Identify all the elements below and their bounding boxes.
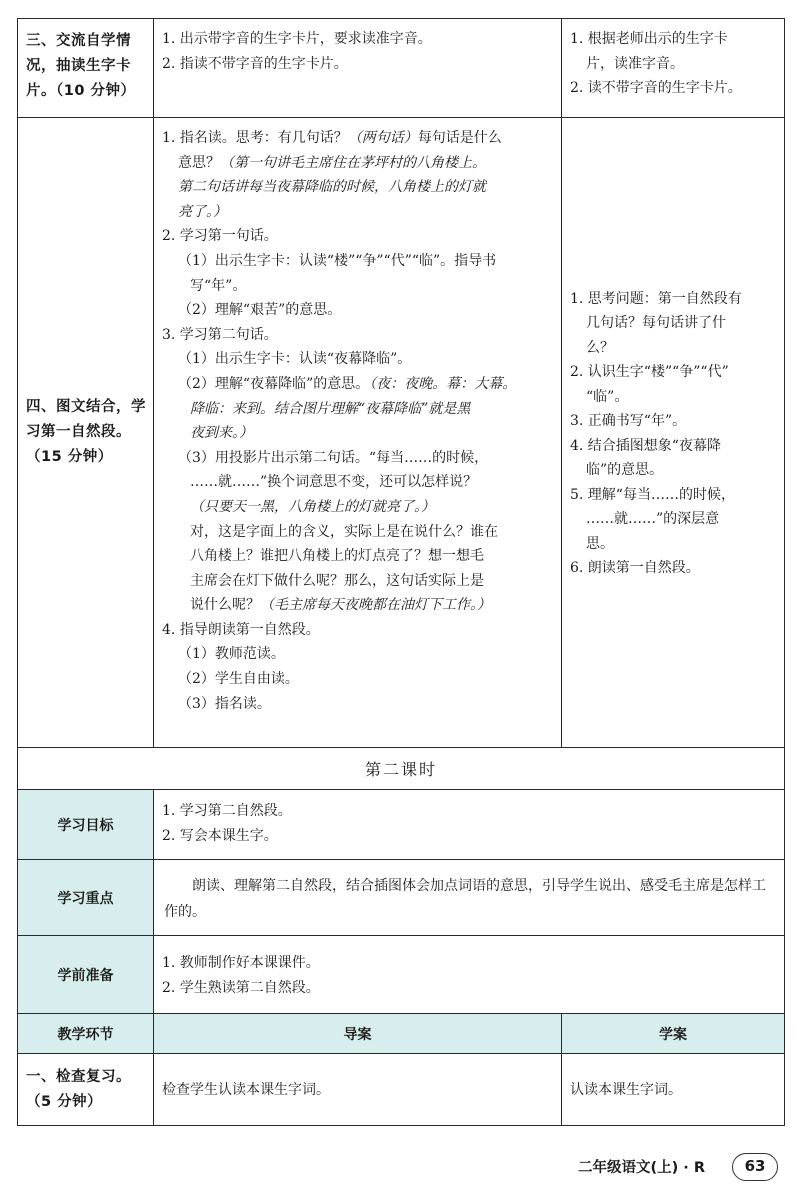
section-title: 第二课时 bbox=[18, 748, 785, 790]
stage-title-4: 四、图文结合，学 习第一自然段。 （15 分钟） bbox=[18, 118, 154, 748]
guide-cell-4: 1. 指名读。思考：有几句话？（两句话）每句话是什么 意思？（第一句讲毛主席住在茅坪村的八角楼上。 第二句话讲每当夜幕降临的时候，八角楼上的灯就 亮了。） 2. 学习第一句话。 （1）出示生字卡：认读“楼”“争”“代”“临”。指导书 写“年”。 （2）理解“艰苦”的意思。 3. 学习第二句话。 （1）出示生字卡：认读“夜幕降临”。 （2）理解“夜幕降临”的意思。（夜：夜晚。幕：大幕。 降临：来到。结合图片理解“夜幕降临”就是黑 夜到来。） （3）用投影片出示第二句话。“每当……的时候， ……就……”换个词意思不变，还可以怎样说？ （只要天一黑，八角楼上的灯就亮了。） 对，这是字面上的含义，实际上是在说什么？谁在 八角楼上？谁把八角楼上的灯点亮了？想一想毛 主席会在灯下做什么呢？那么，这句话实际上是 说什么呢？（毛主席每天夜晚都在油灯下工作。） 4. 指导朗读第一自然段。 （1）教师范读。 （2）学生自由读。 （3）指名读。 bbox=[154, 118, 562, 748]
stage-row-3 bbox=[18, 19, 785, 118]
book-title: 二年级语文(上) · R bbox=[578, 1160, 706, 1176]
focus-cell: 朗读、理解第二自然段，结合插图体会加点词语的意思，引导学生说出、感受毛主席是怎样工作的。 bbox=[154, 860, 785, 936]
header-stage: 教学环节 bbox=[18, 1014, 154, 1054]
guide-cell-review: 检查学生认读本课生字词。 bbox=[154, 1054, 562, 1126]
study-cell-review: 认读本课生字词。 bbox=[562, 1054, 785, 1126]
prep-row bbox=[18, 936, 785, 1014]
lesson-plan-page bbox=[17, 18, 784, 1126]
focus-row bbox=[18, 860, 785, 936]
header-study: 学案 bbox=[562, 1014, 785, 1054]
page-footer bbox=[578, 1152, 788, 1182]
page-number: 63 bbox=[732, 1153, 778, 1181]
lesson2-title-row bbox=[18, 748, 785, 790]
stage-title-3: 三、交流自学情 况，抽读生字卡 片。（10 分钟） bbox=[18, 19, 154, 118]
focus-label: 学习重点 bbox=[18, 860, 154, 936]
column-header-row bbox=[18, 1014, 785, 1054]
goals-cell: 1. 学习第二自然段。 2. 写会本课生字。 bbox=[154, 790, 785, 860]
stage-row-review bbox=[18, 1054, 785, 1126]
guide-cell-3: 1. 出示带字音的生字卡片，要求读准字音。 2. 指读不带字音的生字卡片。 bbox=[154, 19, 562, 118]
header-guide: 导案 bbox=[154, 1014, 562, 1054]
prep-cell: 1. 教师制作好本课课件。 2. 学生熟读第二自然段。 bbox=[154, 936, 785, 1014]
study-cell-3: 1. 根据老师出示的生字卡 片，读准字音。 2. 读不带字音的生字卡片。 bbox=[562, 19, 785, 118]
lesson-plan-table bbox=[17, 18, 785, 1126]
goals-row bbox=[18, 790, 785, 860]
stage-title-review: 一、检查复习。 （5 分钟） bbox=[18, 1054, 154, 1126]
stage-row-4 bbox=[18, 118, 785, 748]
prep-label: 学前准备 bbox=[18, 936, 154, 1014]
study-cell-4: 1. 思考问题：第一自然段有 几句话？每句话讲了什 么？ 2. 认识生字“楼”“争”“代” “临”。 3. 正确书写“年”。 4. 结合插图想象“夜幕降 临”的意思。 5. 理解“每当……的时候， ……就……”的深层意 思。 6. 朗读第一自然段。 bbox=[562, 118, 785, 748]
goals-label: 学习目标 bbox=[18, 790, 154, 860]
